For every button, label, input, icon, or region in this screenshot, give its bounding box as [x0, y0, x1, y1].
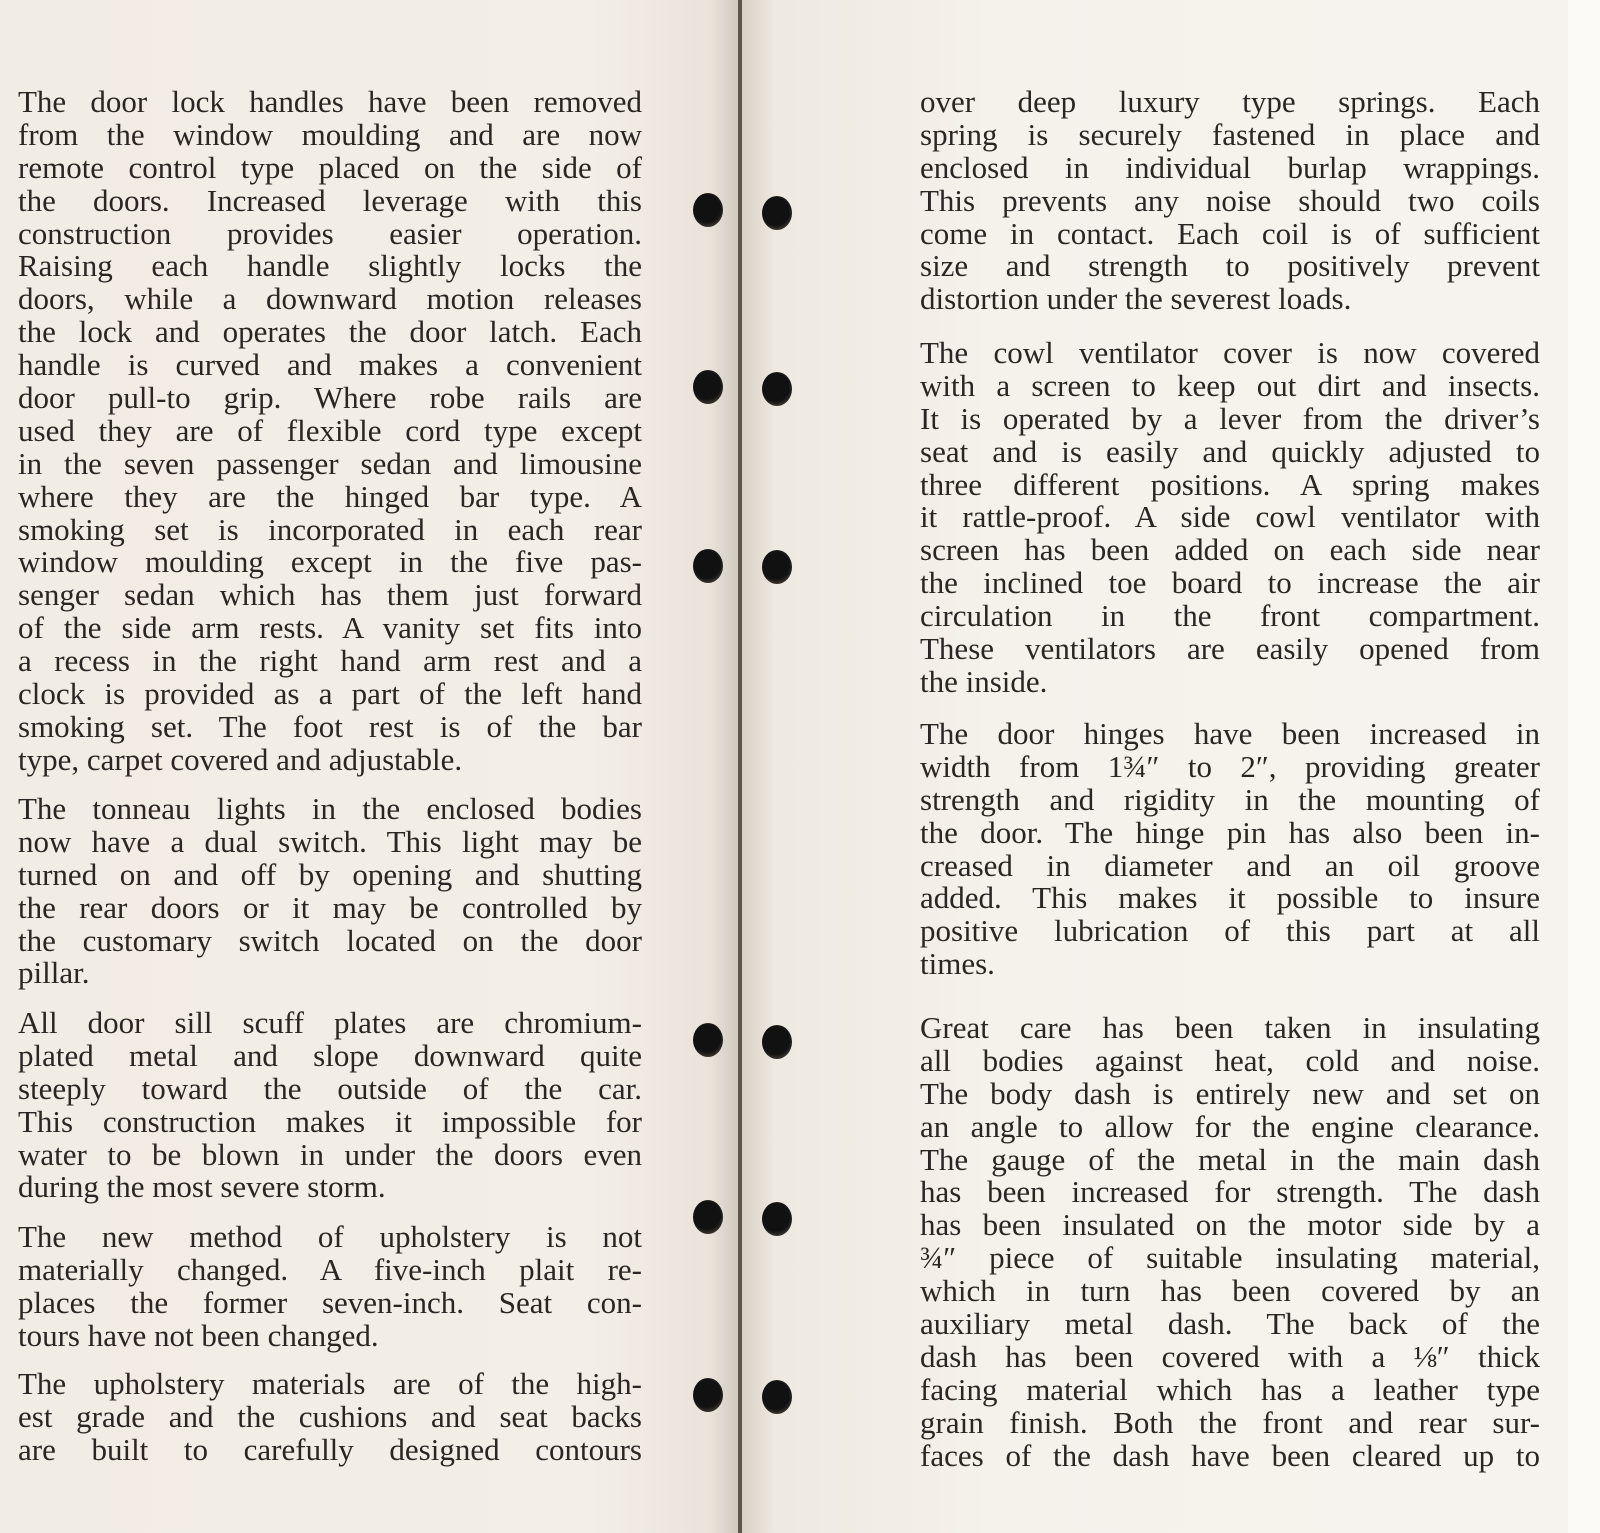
text-line: senger sedan which has them just forward: [18, 577, 642, 613]
text-line: distortion under the severest loads.: [920, 281, 1352, 317]
binder-hole: [762, 1025, 792, 1059]
paragraph-insulation: [920, 1012, 1540, 1472]
text-line: faces of the dash have been cleared up to: [920, 1437, 1540, 1473]
text-line: come in contact. Each coil is of sufficient: [920, 215, 1540, 251]
text-line: tours have not been changed.: [18, 1317, 379, 1353]
text-line: dash has been covered with a ⅛″ thick: [920, 1338, 1540, 1374]
paragraph-cowl-ventilator: [920, 337, 1540, 699]
paragraph-upholstery-materials: [18, 1368, 642, 1467]
text-line: the inside.: [920, 663, 1048, 699]
text-line: doors, while a downward motion releases: [18, 281, 642, 317]
text-line: The new method of upholstery is not: [18, 1219, 642, 1254]
text-line: used they are of flexible cord type except: [18, 412, 642, 448]
binder-hole: [762, 1202, 792, 1236]
text-line: ¾″ piece of suitable insulating material,: [920, 1240, 1540, 1276]
text-line: in the seven passenger sedan and limousine: [18, 445, 642, 481]
text-line: where they are the hinged bar type. A: [18, 478, 642, 514]
text-line: enclosed in individual burlap wrappings.: [920, 149, 1540, 185]
text-line: has been insulated on the motor side by a: [920, 1207, 1540, 1243]
text-line: the doors. Increased leverage with this: [18, 182, 642, 218]
text-line: from the window moulding and are now: [18, 116, 642, 152]
text-line: has been increased for strength. The dash: [920, 1174, 1540, 1210]
text-line: smoking set. The foot rest is of the bar: [18, 708, 642, 744]
text-line: The gauge of the metal in the main dash: [920, 1141, 1540, 1177]
text-line: it rattle-proof. A side cowl ventilator with: [920, 499, 1540, 535]
text-line: added. This makes it possible to insure: [920, 880, 1540, 916]
text-line: plated metal and slope downward quite: [18, 1037, 642, 1073]
text-line: places the former seven-inch. Seat con-: [18, 1284, 642, 1320]
text-line: The cowl ventilator cover is now covered: [920, 335, 1540, 370]
text-line: clock is provided as a part of the left hand: [18, 676, 642, 712]
text-line: creased in diameter and an oil groove: [920, 847, 1540, 883]
text-line: type, carpet covered and adjustable.: [18, 741, 463, 777]
text-line: positive lubrication of this part at all: [920, 913, 1540, 949]
paragraph-door-lock-handles: [18, 86, 642, 777]
text-line: which in turn has been covered by an: [920, 1273, 1540, 1309]
text-line: during the most severe storm.: [18, 1169, 386, 1205]
text-line: three different positions. A spring makes: [920, 466, 1540, 502]
text-line: circulation in the front compartment.: [920, 598, 1540, 634]
paragraph-upholstery-method: [18, 1221, 642, 1353]
text-line: Raising each handle slightly locks the: [18, 248, 642, 284]
text-line: screen has been added on each side near: [920, 532, 1540, 568]
text-line: construction provides easier operation.: [18, 215, 642, 251]
text-line: pillar.: [18, 955, 90, 991]
text-line: These ventilators are easily opened from: [920, 631, 1540, 667]
text-line: It is operated by a lever from the driver’s: [920, 400, 1540, 436]
paragraph-springs: [920, 86, 1540, 316]
binder-hole: [762, 1380, 792, 1414]
text-line: Great care has been taken in insulating: [920, 1010, 1540, 1045]
text-line: materially changed. A five-inch plait re-: [18, 1251, 642, 1287]
text-line: are built to carefully designed contours: [18, 1431, 642, 1467]
binder-hole: [693, 193, 723, 227]
text-line: the lock and operates the door latch. Each: [18, 314, 642, 350]
binder-hole: [762, 550, 792, 584]
text-line: an angle to allow for the engine clearance.: [920, 1108, 1540, 1144]
text-line: now have a dual switch. This light may be: [18, 823, 642, 859]
text-line: strength and rigidity in the mounting of: [920, 781, 1540, 817]
book-spine-seam: [738, 0, 742, 1533]
text-line: steeply toward the outside of the car.: [18, 1070, 642, 1106]
binder-hole: [762, 372, 792, 406]
text-line: The tonneau lights in the enclosed bodies: [18, 791, 642, 826]
binder-hole: [693, 1023, 723, 1057]
text-line: seat and is easily and quickly adjusted to: [920, 433, 1540, 469]
text-line: the inclined toe board to increase the air: [920, 565, 1540, 601]
binder-hole: [693, 1200, 723, 1234]
text-line: width from 1¾″ to 2″, providing greater: [920, 748, 1540, 784]
text-line: over deep luxury type springs. Each: [920, 84, 1540, 119]
text-line: all bodies against heat, cold and noise.: [920, 1042, 1540, 1078]
text-line: water to be blown in under the doors even: [18, 1136, 642, 1172]
text-line: times.: [920, 946, 995, 982]
text-line: a recess in the right hand arm rest and a: [18, 643, 642, 679]
text-line: size and strength to positively prevent: [920, 248, 1540, 284]
text-line: The door lock handles have been removed: [18, 84, 642, 119]
text-line: est grade and the cushions and seat backs: [18, 1398, 642, 1434]
text-line: of the side arm rests. A vanity set fits into: [18, 610, 642, 646]
binder-hole: [693, 1378, 723, 1412]
text-line: facing material which has a leather type: [920, 1371, 1540, 1407]
binder-hole: [693, 549, 723, 583]
text-line: The door hinges have been increased in: [920, 716, 1540, 751]
text-line: the rear doors or it may be controlled by: [18, 889, 642, 925]
binder-hole: [762, 196, 792, 230]
text-line: the door. The hinge pin has also been in-: [920, 814, 1540, 850]
paragraph-tonneau-lights: [18, 793, 642, 990]
paragraph-door-hinges: [920, 718, 1540, 981]
text-line: the customary switch located on the door: [18, 922, 642, 958]
text-line: window moulding except in the five pas-: [18, 544, 642, 580]
text-line: grain finish. Both the front and rear sur-: [920, 1404, 1540, 1440]
text-line: door pull-to grip. Where robe rails are: [18, 380, 642, 416]
text-line: This construction makes it impossible for: [18, 1103, 642, 1139]
text-line: turned on and off by opening and shutting: [18, 856, 642, 892]
text-line: smoking set is incorporated in each rear: [18, 511, 642, 547]
text-line: This prevents any noise should two coils: [920, 182, 1540, 218]
paragraph-scuff-plates: [18, 1007, 642, 1204]
text-line: remote control type placed on the side of: [18, 149, 642, 185]
text-line: The upholstery materials are of the high-: [18, 1366, 642, 1401]
binder-hole: [693, 370, 723, 404]
text-line: with a screen to keep out dirt and insects.: [920, 367, 1540, 403]
text-line: spring is securely fastened in place and: [920, 116, 1540, 152]
text-line: auxiliary metal dash. The back of the: [920, 1306, 1540, 1342]
text-line: The body dash is entirely new and set on: [920, 1075, 1540, 1111]
text-line: All door sill scuff plates are chromium-: [18, 1005, 642, 1040]
text-line: handle is curved and makes a convenient: [18, 347, 642, 383]
